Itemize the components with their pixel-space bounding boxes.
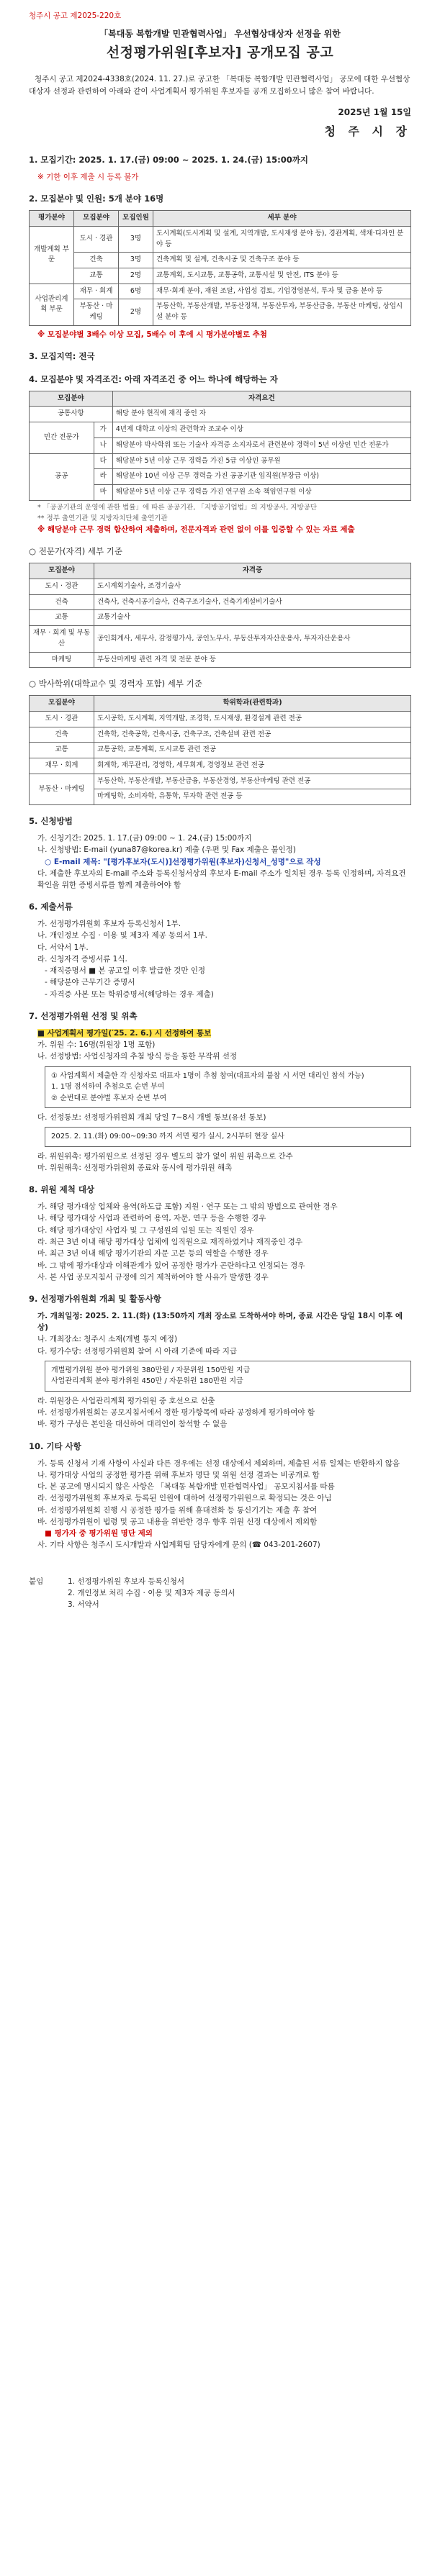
table-header: 자격증 [94,563,411,579]
section-7-line: 가. 위원 수: 16명(위원장 1명 포함) [37,1040,156,1050]
table-row [30,652,411,668]
table-cell: 가 [94,422,112,438]
table-cell: 마 [94,485,112,501]
table-cell: 부동산 · 마케팅 [30,774,94,804]
table-header: 모집분야 [30,563,94,579]
section-6-title: 6. 제출서류 [29,902,73,912]
table-cell: 다 [94,453,112,469]
section-9-line: 다. 평가수당: 선정평가위원회 참여 시 아래 기준에 따라 지급 [37,1346,238,1356]
section-10-title: 10. 기타 사항 [29,1441,81,1451]
section-6-line: 라. 신청자격 증빙서류 1식. [37,954,127,963]
section-6-line: 가. 선정평가위원회 후보자 등록신청서 1부. [37,920,181,929]
section-10-line: 라. 선정평가위원회 후보자로 등록된 인원에 대하여 선정평가위원으로 확정되는 것은 아님 [37,1494,332,1503]
section-9-title: 9. 선정평가위원회 개최 및 활동사항 [29,1294,161,1305]
section-9-line: 나. 개최장소: 청주시 소재(개별 통지 예정) [37,1335,178,1344]
certificate-table [29,563,411,668]
table-row [30,284,411,299]
table-cell: 건축사, 건축시공기술사, 건축구조기술사, 건축기계설비기술사 [94,594,411,610]
section-4-title: 4. 모집분야 및 자격조건: 아래 자격조건 중 어느 하나에 해당하는 자 [29,373,278,384]
table-cell: 도시 · 경관 [30,579,94,595]
table-cell: 도시 · 경관 [74,226,119,252]
table-cell: 도시계획기술사, 조경기술사 [94,579,411,595]
section-8-title: 8. 위원 제척 대상 [29,1184,95,1195]
table-row [30,579,411,595]
table-cell: 6명 [119,284,153,299]
table-cell: 교통계획, 도시교통, 교통공학, 교통시설 및 안전, ITS 분야 등 [153,268,411,284]
table-cell: 부동산학, 부동산개발, 부동산금융, 부동산경영, 부동산마케팅 관련 전공 [94,774,411,789]
table-cell: 교통 [30,743,94,758]
degree-table [29,695,411,805]
section-2-title: 2. 모집분야 및 인원: 5개 분야 16명 [29,194,164,204]
section-7-title: 7. 선정평가위원 선정 및 위촉 [29,1010,138,1021]
section-10-line: 다. 본 공고에 명시되지 않은 사항은 「복대동 복합개발 민관협력사업」 공모지침서를 따름 [37,1482,335,1492]
table-cell: 재무·회계 분야, 재원 조달, 사업성 검토, 기업경영분석, 투자 및 금융 분야 등 [153,284,411,299]
table-cell: 사업관리계획 부문 [30,284,74,325]
table-cell: 마케팅학, 소비자학, 유통학, 투자학 관련 전공 등 [94,789,411,805]
table-header: 모집분야 [74,211,119,227]
table-header: 모집분야 [30,391,113,407]
table-cell: 교통공학, 교통계획, 도시교통 관련 전공 [94,743,411,758]
section-5-line: 나. 신청방법: E-mail (yuna87@korea.kr) 제출 (우편 및 Fax 제출은 불인정) [37,845,296,855]
table-cell: 나 [94,437,112,453]
table-cell: 해당분야 박사학위 또는 기술사 자격증 소지자로서 관련분야 경력이 5년 이상인 민간 전문가 [112,437,410,453]
recruit-table [29,210,411,326]
attachment-item: 1. 선정평가위원 후보자 등록신청서 [68,1577,185,1586]
section-6-line: - 자격증 사본 또는 학위증명서(해당하는 경우 제출) [45,989,214,999]
table-cell: 도시계획(도시계획 및 설계, 지역개발, 도시재생 분야 등), 경관계획, 색채·디자인 분야 등 [153,226,411,252]
table-cell: 공공 [30,453,94,500]
table-cell: 3명 [119,253,153,268]
box-line: 2025. 2. 11.(화) 09:00~09:30 까지 서면 평가 실시, 2시부터 현장 실사 [51,1133,284,1141]
attachments-label: 붙임 [29,1577,44,1586]
table-header: 학위학과(관련학과) [94,696,411,712]
table-row [30,743,411,758]
table-cell: 교통기술사 [94,610,411,626]
table-row [30,226,411,252]
notice-subtitle: 「복대동 복합개발 민관협력사업」 우선협상대상자 선정을 위한 [99,29,341,40]
table-cell: 부동산학, 부동산개발, 부동산정책, 부동산투자, 부동산금융, 부동산 마케팅, 상업시설 분야 등 [153,299,411,325]
section-6-line: - 재직증명서 ■ 본 공고일 이후 발급한 것만 인정 [45,966,205,976]
table-row [30,253,411,268]
notice-date: 2025년 1월 15일 [338,106,411,117]
table-cell: 재무 · 회계 [30,758,94,774]
section-9-line: 라. 위원장은 사업관리계획 평가위원 중 호선으로 선출 [37,1396,215,1405]
table-header: 모집인원 [119,211,153,227]
section-10-line: 가. 등록 신청서 기재 사항이 사실과 다른 경우에는 선정 대상에서 제외하며, 제출된 서류 일체는 반환하지 않음 [37,1459,400,1468]
table-header: 평가분야 [30,211,74,227]
issuing-authority: 청 주 시 장 [324,124,411,139]
table-cell: 2명 [119,299,153,325]
table-row [30,407,411,422]
table-cell: 해당 분야 현직에 재직 중인 자 [112,407,410,422]
attachment-item: 2. 개인정보 처리 수집 · 이용 및 제3자 제공 동의서 [68,1588,235,1597]
table-cell: 해당분야 5년 이상 근무 경력을 가진 연구원 소속 책임연구원 이상 [112,485,410,501]
table-cell: 마케팅 [30,652,94,668]
footnote: ** 정부 출연기관 및 지방자치단체 출연기관 [37,514,168,522]
section-6-line: 다. 서약서 1부. [37,943,89,952]
table-row [30,610,411,626]
section-9-line: 마. 선정평가위원회는 공모지침서에서 정한 평가항목에 따라 공정하게 평가하여야 함 [37,1408,315,1418]
attachment-item: 3. 서약서 [68,1600,99,1610]
section-8-line: 사. 본 사업 공모지침서 규정에 의거 제척하여야 할 사유가 발생한 경우 [37,1272,269,1282]
section-10-line: 사. 기타 사항은 청주시 도시개발과 사업계획팀 담당자에게 문의 (☎ 043-201-2607) [37,1541,320,1550]
section-5-line: ○ E-mail 제목: "[평가후보자(도시)]선정평가위원(후보자)신청서_성명"으로 작성 [45,857,321,866]
section-6-line: - 해당분야 근무기간 증명서 [45,978,135,987]
table-cell: 부동산마케팅 관련 자격 및 전문 분야 등 [94,652,411,668]
table-row [30,626,411,652]
table-header: 모집분야 [30,696,94,712]
qualification-table [29,391,411,501]
box-line: ① 사업계획서 제출한 각 신청자로 대표자 1명이 추첨 참여(대표자의 불참 시 서면 대리인 참석 가능) [51,1071,364,1080]
table-cell: 교통 [30,610,94,626]
section-7-line: 다. 선정통보: 선정평가위원회 개최 당일 7~8시 개별 통보(유선 통보) [37,1113,266,1123]
table-row [30,268,411,284]
table-cell: 도시공학, 도시계획, 지역개발, 조경학, 도시재생, 환경설계 관련 전공 [94,711,411,727]
section-10-line: 나. 평가대상 사업의 공정한 평가를 위해 후보자 명단 및 위원 선정 결과는 비공개로 함 [37,1470,320,1479]
section-5-line: 가. 신청기간: 2025. 1. 17.(금) 09:00 ~ 1. 24.(금) 15:00까지 [37,833,252,843]
table-cell: 도시 · 경관 [30,711,94,727]
table-cell: 건축 [30,727,94,743]
section-2-note: ※ 모집분야별 3배수 이상 모집, 5배수 이 후에 시 평가분야별로 추첨 [37,330,267,339]
section-1-note: ※ 기한 이후 제출 시 등록 불가 [37,173,139,182]
allowance-box [45,1361,411,1392]
table-row [30,422,411,438]
subsection-title: ○ 전문가(자격) 세부 기준 [29,546,122,557]
footnote: * 「공공기관의 운영에 관한 법률」에 따른 공공기관, 「지방공기업법」의 지방공사, 지방공단 [37,503,317,512]
table-header: 자격요건 [112,391,410,407]
table-row [30,774,411,789]
table-row [30,758,411,774]
table-row [30,299,411,325]
section-6-line: 나. 개인정보 수집 · 이용 및 제3자 제공 동의서 1부. [37,931,207,940]
attachments [29,1576,411,1611]
section-9-line: 가. 개최일정: 2025. 2. 11.(화) (13:50까지 개최 장소로 도착하셔야 하며, 종료 시간은 당일 18시 이후 예상) [37,1311,403,1333]
box-line: 1. 1명 점석하여 추첨으로 순번 부여 [51,1083,165,1092]
table-cell: 개발계획 부문 [30,226,74,284]
notice-intro: 청주시 공고 제2024-4338호(2024. 11. 27.)로 공고한 「복대동 복합개발 민관협력사업」 공모에 대한 우선협상대상자 선정과 관련하여 아래와 같이 사업계획서 평가위원 후보자를 공개 모집하오니 많은 참여 바랍니다. [29,75,410,96]
table-cell: 해당분야 10년 이상 근무 경력을 가진 공공기관 임직원(부장급 이상) [112,469,410,485]
section-8-line: 바. 그 밖에 평가대상과 이해관계가 있어 공정한 평가가 곤란하다고 인정되는 경우 [37,1261,305,1270]
table-cell: 민간 전문가 [30,422,94,453]
table-cell: 회계학, 재무관리, 경영학, 세무회계, 경영정보 관련 전공 [94,758,411,774]
selection-procedure-box [45,1066,411,1109]
section-9-line: 바. 평가 구성은 본인을 대신하여 대리인이 참석할 수 없음 [37,1420,228,1429]
section-10-line: 바. 선정평가위원이 법령 및 공고 내용을 위반한 경우 향후 위원 선정 대상에서 제외함 [37,1517,318,1526]
table-cell: 4년제 대학교 이상의 관련학과 조교수 이상 [112,422,410,438]
box-line: 사업관리계획 분야 평가위원 450만 / 자문위원 180만원 지급 [51,1377,243,1386]
table-cell: 부동산 · 마케팅 [74,299,119,325]
notice-number: 청주시 공고 제2025-220호 [29,12,122,20]
table-cell: 건축 [74,253,119,268]
section-10-line: 마. 선정평가위원회 진행 시 공정한 평가를 위해 휴대전화 등 통신기기는 제출 후 참여 [37,1505,318,1515]
section-8-line: 마. 최근 3년 이내 해당 평가기관의 자문 고문 등의 역할을 수행한 경우 [37,1249,269,1258]
section-5-line: 다. 제출한 후보자의 E-mail 주소와 등록신청서상의 후보자 E-mail 주소가 일치된 경우 등록 인정하며, 자격요건 확인을 위한 증빙서류를 함께 제출하여야 함 [37,869,406,890]
table-cell: 3명 [119,226,153,252]
table-cell: 공인회계사, 세무사, 감정평가사, 공인노무사, 부동산투자자산운용사, 투자자산운용사 [94,626,411,652]
section-7-line: 마. 위원해촉: 선정평가위원회 종료와 동시에 평가위원 해촉 [37,1164,233,1173]
table-row [30,453,411,469]
section-7-line: 라. 위원위촉: 평가위원으로 선정된 경우 별도의 참가 없이 위원 위촉으로 간주 [37,1151,293,1161]
table-cell: 교통 [74,268,119,284]
section-8-line: 다. 해당 평가대상인 사업자 및 그 구성원의 임원 또는 직원인 경우 [37,1225,254,1235]
table-cell: 라 [94,469,112,485]
table-cell: 건축계획 및 설계, 건축시공 및 건축구조 분야 등 [153,253,411,268]
table-cell: 건축 [30,594,94,610]
notice-title: 선정평가위원[후보자] 공개모집 공고 [106,44,334,60]
section-8-line: 가. 해당 평가대상 업체와 용역(하도급 포함) 지원 · 연구 또는 그 밖의 방법으로 관여한 경우 [37,1202,338,1212]
section-3-title: 3. 모집지역: 전국 [29,351,95,362]
table-cell: 해당분야 5년 이상 근무 경력을 가진 5급 이상인 공무원 [112,453,410,469]
section-1-title: 1. 모집기간: 2025. 1. 17.(금) 09:00 ~ 2025. 1. 24.(금) 15:00까지 [29,155,308,165]
table-cell: 공통사항 [30,407,113,422]
table-header: 세부 분야 [153,211,411,227]
section-8-line: 나. 해당 평가대상 사업과 관련하여 용역, 자문, 연구 등을 수행한 경우 [37,1214,266,1223]
table-cell: 재무 · 회계 [74,284,119,299]
table-row [30,727,411,743]
section-7-line: 나. 선정방법: 사업신청자의 추첨 방식 등을 통한 무작위 선정 [37,1052,238,1061]
highlight-line: ■ 사업계획서 평가일(′25. 2. 6.) 시 선정하여 통보 [37,1028,212,1038]
section-5-title: 5. 신청방법 [29,816,73,827]
section-4-note: ※ 해당분야 근무 경력 합산하여 제출하며, 전문자격과 관련 없이 이를 입증할 수 있는 자료 제출 [37,525,355,535]
box-line: 개별평가위원 분야 평가위원 380만원 / 자문위원 150만원 지급 [51,1366,251,1374]
subsection-title: ○ 박사학위(대학교수 및 경력자 포함) 세부 기준 [29,679,202,689]
section-10-line: ■ 평가자 중 평가위원 명단 제외 [45,1529,153,1538]
table-row [30,711,411,727]
evaluation-schedule-box [45,1127,411,1147]
section-8-line: 라. 최근 3년 이내 해당 평가대상 업체에 임직원으로 재직하였거나 재직중인 경우 [37,1238,302,1246]
table-cell: 2명 [119,268,153,284]
table-cell: 건축학, 건축공학, 건축시공, 건축구조, 건축설비 관련 전공 [94,727,411,743]
table-row [30,594,411,610]
table-cell: 재무 · 회계 및 부동산 [30,626,94,652]
box-line: ② 순번대로 분야별 후보자 순번 부여 [51,1094,167,1102]
